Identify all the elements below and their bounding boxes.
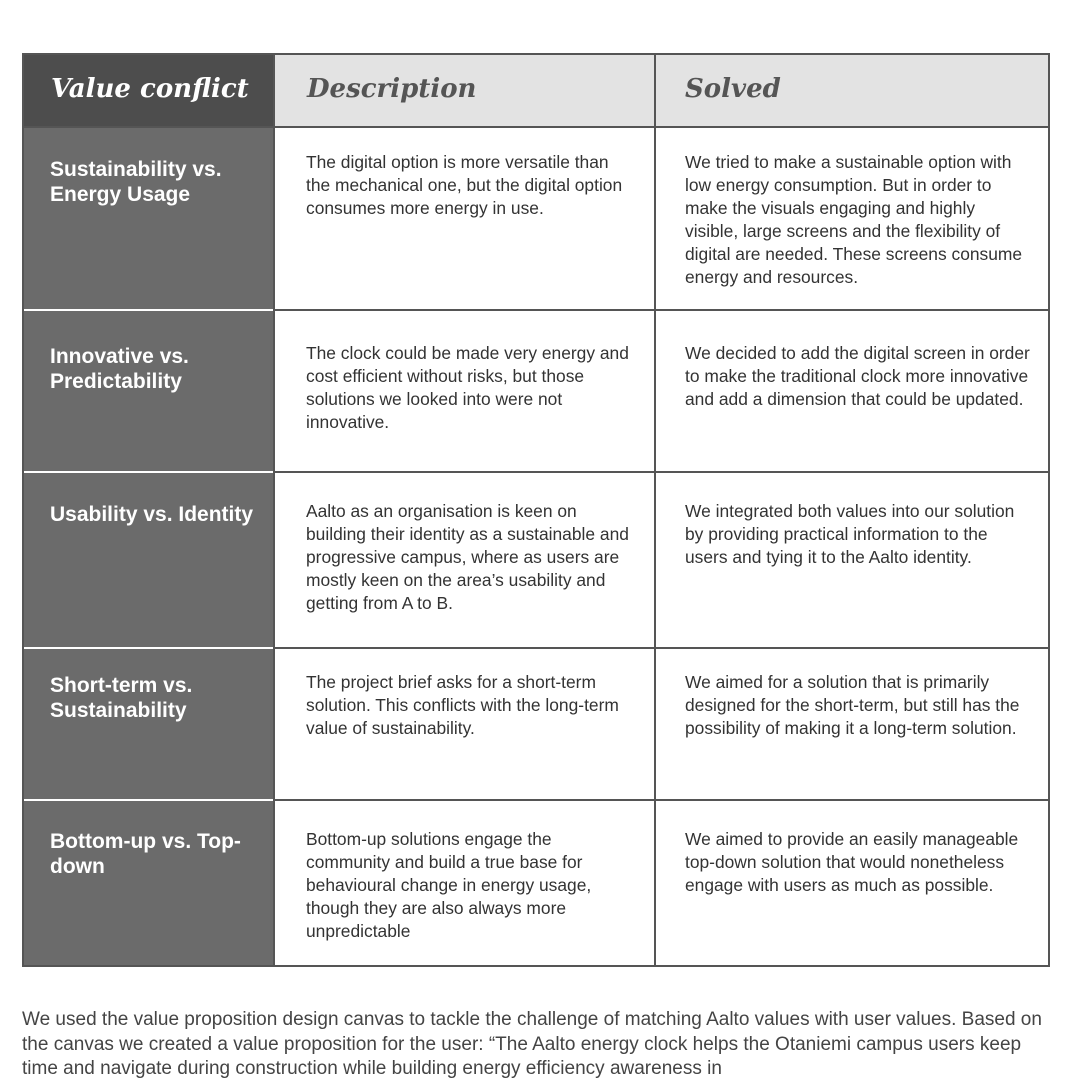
body-paragraph: We used the value proposition design canvas to tackle the challenge of matching Aalto values with user values. Based on the canvas we created a value proposition for the user: “The Aalto energy clock helps the Otaniemi campus users keep time and navigate during construction while building energy efficiency awareness in [22, 1009, 1042, 1079]
value-conflict-table [22, 53, 1050, 967]
row-1-description: The digital option is more versatile than the mechanical one, but the digital option consumes more energy in use. [273, 128, 654, 311]
row-3-conflict: Usability vs. Identity [24, 473, 273, 649]
row-5-conflict: Bottom-up vs. Top-down [24, 801, 273, 965]
row-3-description: Aalto as an organisation is keen on building their identity as a sustainable and progressive campus, where as users are mostly keen on the area’s usability and getting from A to B. [273, 473, 654, 649]
row-4-conflict: Short-term vs. Sustainability [24, 649, 273, 801]
header-solved: Solved [654, 55, 1048, 128]
header-description: Description [273, 55, 654, 128]
row-2-solved: We decided to add the digital screen in order to make the traditional clock more innovative and add a dimension that could be updated. [654, 311, 1048, 473]
row-5-solved: We aimed to provide an easily manageable top-down solution that would nonetheless engage with users as much as possible. [654, 801, 1048, 965]
row-4-description: The project brief asks for a short-term solution. This conflicts with the long-term value of sustainability. [273, 649, 654, 801]
row-5-description: Bottom-up solutions engage the community and build a true base for behavioural change in energy usage, though they are also always more unpredictable [273, 801, 654, 965]
row-2-description: The clock could be made very energy and cost efficient without risks, but those solutions we looked into were not innovative. [273, 311, 654, 473]
row-2-conflict: Innovative vs. Predictability [24, 311, 273, 473]
row-1-solved: We tried to make a sustainable option with low energy consumption. But in order to make the visuals engaging and highly visible, large screens and the flexibility of digital are needed. These screens consume energy and resources. [654, 128, 1048, 311]
row-3-solved: We integrated both values into our solution by providing practical information to the users and tying it to the Aalto identity. [654, 473, 1048, 649]
header-value-conflict: Value conflict [24, 55, 273, 128]
row-1-conflict: Sustainability vs. Energy Usage [24, 128, 273, 311]
row-4-solved: We aimed for a solution that is primarily designed for the short-term, but still has the possibility of making it a long-term solution. [654, 649, 1048, 801]
